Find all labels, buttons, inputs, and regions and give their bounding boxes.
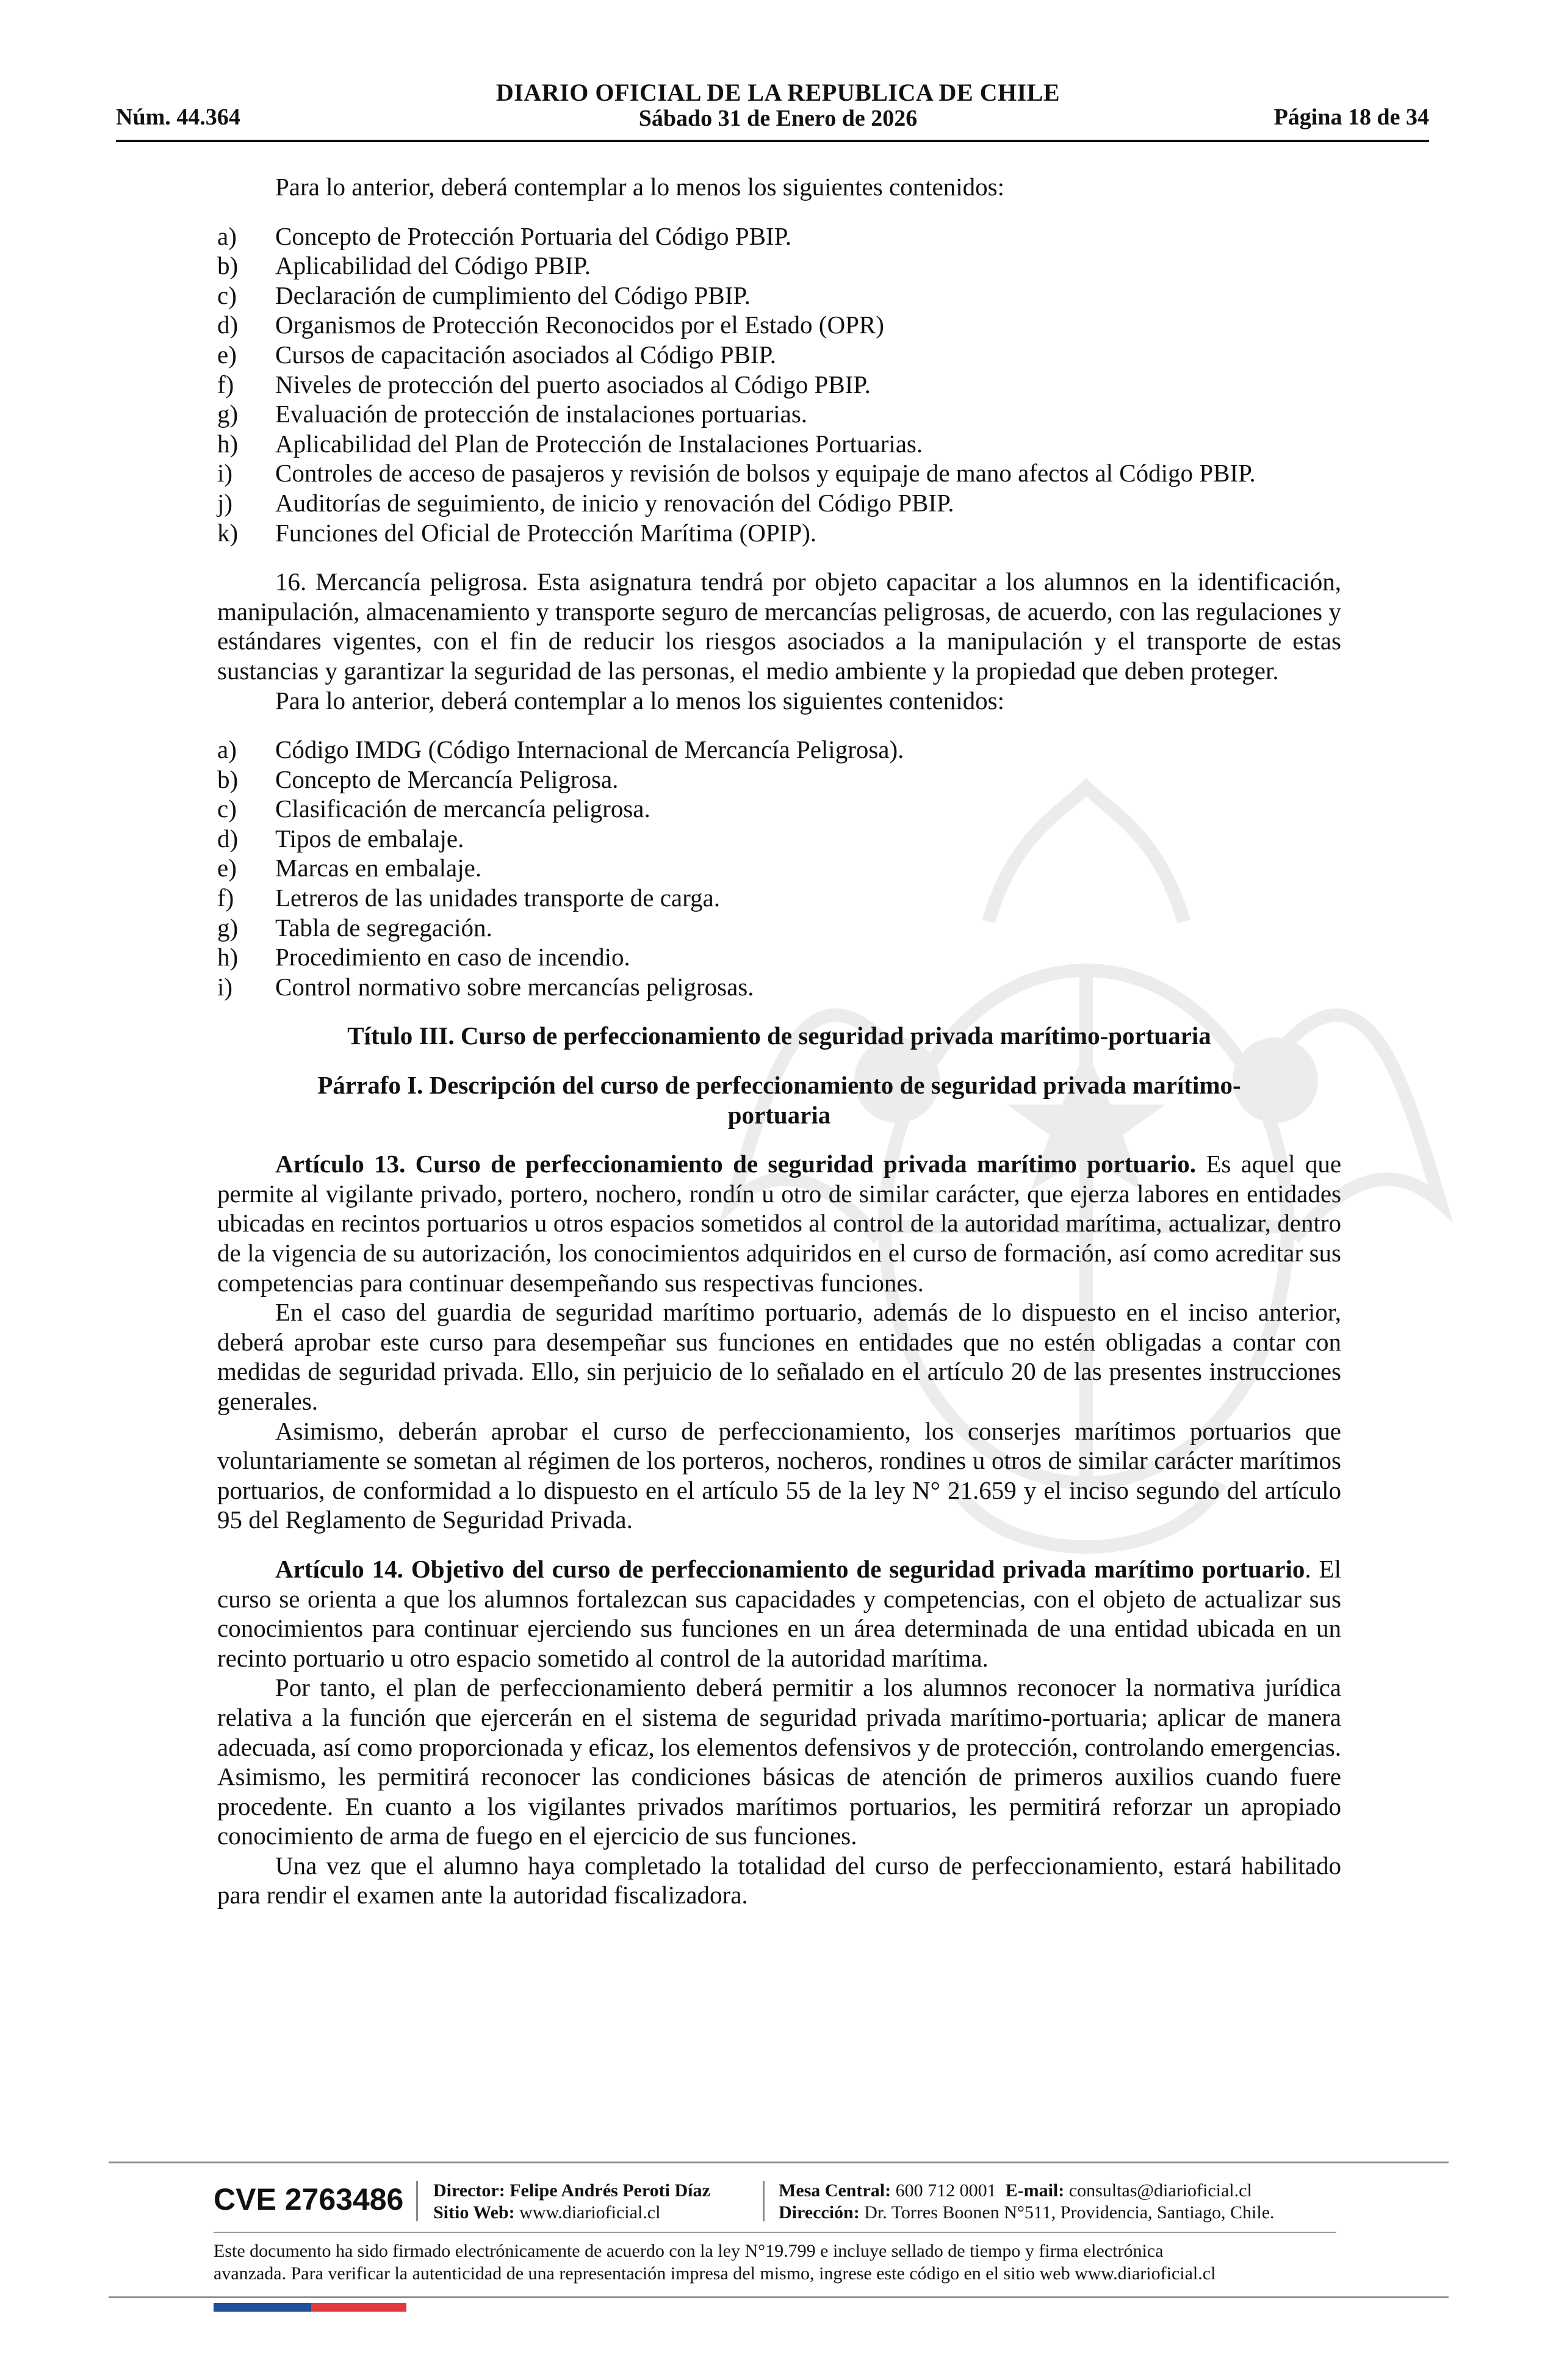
intro-paragraph: Para lo anterior, deberá contemplar a lo menos los siguientes contenidos: [275,686,1004,715]
list-item: b) Aplicabilidad del Código PBIP. [217,251,591,280]
footer-rule [214,2232,1336,2233]
list-item: h) Aplicabilidad del Plan de Protección de Instalaciones Portuarias. [217,429,923,458]
article-13-heading: Artículo 13. Curso de perfeccionamiento de seguridad privada marítimo portuario. [275,1150,1197,1178]
publication-title: DIARIO OFICIAL DE LA REPUBLICA DE CHILE [495,79,1061,106]
header-rule [116,140,1429,142]
list-item: i) Controles de acceso de pasajeros y revisión de bolsos y equipaje de mano afectos al Código PBIP. [217,459,1256,488]
list-item: h) Procedimiento en caso de incendio. [217,943,630,972]
footer-director-block: Director: Felipe Andrés Peroti Díaz Sitio Web: www.diarioficial.cl [433,2180,710,2223]
dangerous-goods-content-list [217,735,1341,1001]
article-14-paragraph-3: Una vez que el alumno haya completado la totalidad del curso de perfeccionamiento, estará habilitado para rendir el examen ante la autoridad fiscalizadora. [217,1851,1341,1909]
section-16-paragraph: 16. Mercancía peligrosa. Esta asignatura tendrá por objeto capacitar a los alumnos en la identificación, manipulación, almacenamiento y transporte seguro de mercancías peligrosas, de acuerdo, con las regulaciones y estándares vigentes, con el fin de reducir los riesgos asociados a la manipulación y el transporte de estas sustancias y garantizar la seguridad de las personas, el medio ambiente y la propiedad que deben proteger. [217,568,1341,685]
list-item: g) Evaluación de protección de instalaciones portuarias. [217,400,808,428]
footer-rule [109,2296,1449,2298]
list-item: e) Cursos de capacitación asociados al Código PBIP. [217,340,777,369]
list-item: k) Funciones del Oficial de Protección Marítima (OPIP). [217,518,816,547]
paragraph-i-heading: Párrafo I. Descripción del curso de perfeccionamiento de seguridad privada marítimo-portuaria [317,1071,1241,1129]
list-item: d) Tipos de embalaje. [217,824,464,853]
list-item: j) Auditorías de seguimiento, de inicio y renovación del Código PBIP. [217,488,954,517]
article-13-paragraph-3: Asimismo, deberán aprobar el curso de perfeccionamiento, los conserjes marítimos portuarios que voluntariamente se sometan al régimen de los porteros, nocheros, rondines u otros de similar carácter marítimos portuarios, de conformidad a lo dispuesto en el artículo 55 de la ley N° 21.659 y el inciso segundo del artículo 95 del Reglamento de Seguridad Privada. [217,1416,1341,1534]
website-link[interactable]: www.diarioficial.cl [519,2202,661,2223]
article-14-heading: Artículo 14. Objetivo del curso de perfeccionamiento de seguridad privada marítimo portuario [275,1554,1305,1583]
footer-rule [109,2162,1449,2163]
footer-contact-block: Mesa Central: 600 712 0001 E-mail: consultas@diarioficial.cl Dirección: Dr. Torres Boonen N°511, Providencia, Santiago, Chile. [779,2180,1275,2223]
footer-divider [416,2181,418,2221]
issue-number: Núm. 44.364 [116,104,240,130]
list-item: d) Organismos de Protección Reconocidos por el Estado (OPR) [217,311,884,339]
list-item: f) Niveles de protección del puerto asociados al Código PBIP. [217,370,871,398]
pbip-content-list [217,222,1341,548]
page-number: Página 18 de 34 [1273,104,1429,130]
list-item: a) Concepto de Protección Portuaria del Código PBIP. [217,222,792,250]
intro-paragraph: Para lo anterior, deberá contemplar a lo menos los siguientes contenidos: [275,173,1004,201]
signature-notice: Este documento ha sido firmado electrónicamente de acuerdo con la ley N°19.799 e incluye sellado de tiempo y firma electrónica avanzada. Para verificar la autenticidad de una representación impresa del mismo, ingrese este código en el sitio web www.diarioficial.cl [214,2241,1216,2284]
list-item: c) Declaración de cumplimiento del Código PBIP. [217,281,751,309]
list-item: f) Letreros de las unidades transporte de carga. [217,884,720,912]
article-14-paragraph: Artículo 14. Objetivo del curso de perfeccionamiento de seguridad privada marítimo portuario. El curso se orienta a que los alumnos fortalezcan sus capacidades y competencias, con el objeto de actualizar sus conocimientos para continuar ejerciendo sus funciones en un área determinada de una entidad ubicada en un recinto portuario u otro espacio sometido al control de la autoridad marítima. [217,1554,1341,1672]
footer-divider [763,2181,765,2221]
article-14-paragraph-2: Por tanto, el plan de perfeccionamiento deberá permitir a los alumnos reconocer la normativa jurídica relativa a la función que ejercerán en el sistema de seguridad privada marítimo-portuaria; aplicar de manera adecuada, así como proporcionada y eficaz, los elementos defensivos y de protección, controlando emergencias. Asimismo, les permitirá reconocer las condiciones básicas de atención de primeros auxilios cuando fuere procedente. En cuanto a los vigilantes privados marítimos portuarios, les permitirá reforzar un apropiado conocimiento de arma de fuego en el ejercicio de sus funciones. [217,1673,1341,1850]
document-body [217,172,1341,1910]
list-item: g) Tabla de segregación. [217,913,492,942]
list-item: c) Clasificación de mercancía peligrosa. [217,795,650,823]
title-iii-heading: Título III. Curso de perfeccionamiento de seguridad privada marítimo-portuaria [347,1022,1211,1050]
list-item: e) Marcas en embalaje. [217,854,482,882]
article-13-paragraph: Artículo 13. Curso de perfeccionamiento de seguridad privada marítimo portuario. Es aquel que permite al vigilante privado, portero, nochero, rondín u otro de similar carácter, que ejerza labores en entidades ubicadas en recintos portuarios u otros espacios sometidos al control de la autoridad marítima, actualizar, dentro de la vigencia de su autorización, los conocimientos adquiridos en el curso de formación, así como acreditar sus competencias para continuar desempeñando sus respectivas funciones. [217,1150,1342,1297]
cve-code: CVE 2763486 [214,2182,404,2216]
list-item: b) Concepto de Mercancía Peligrosa. [217,765,619,793]
flag-stripe-blue [214,2303,311,2312]
flag-stripe-red [311,2303,406,2312]
publication-date: Sábado 31 de Enero de 2026 [638,106,918,131]
list-item: i) Control normativo sobre mercancías peligrosas. [217,972,754,1001]
article-13-paragraph-2: En el caso del guardia de seguridad marítimo portuario, además de lo dispuesto en el inciso anterior, deberá aprobar este curso para desempeñar sus funciones en entidades que no estén obligadas a contar con medidas de seguridad privada. Ello, sin perjuicio de lo señalado en el artículo 20 de las presentes instrucciones generales. [217,1298,1341,1415]
list-item: a) Código IMDG (Código Internacional de Mercancía Peligrosa). [217,735,904,764]
email-link[interactable]: consultas@diarioficial.cl [1068,2180,1252,2201]
